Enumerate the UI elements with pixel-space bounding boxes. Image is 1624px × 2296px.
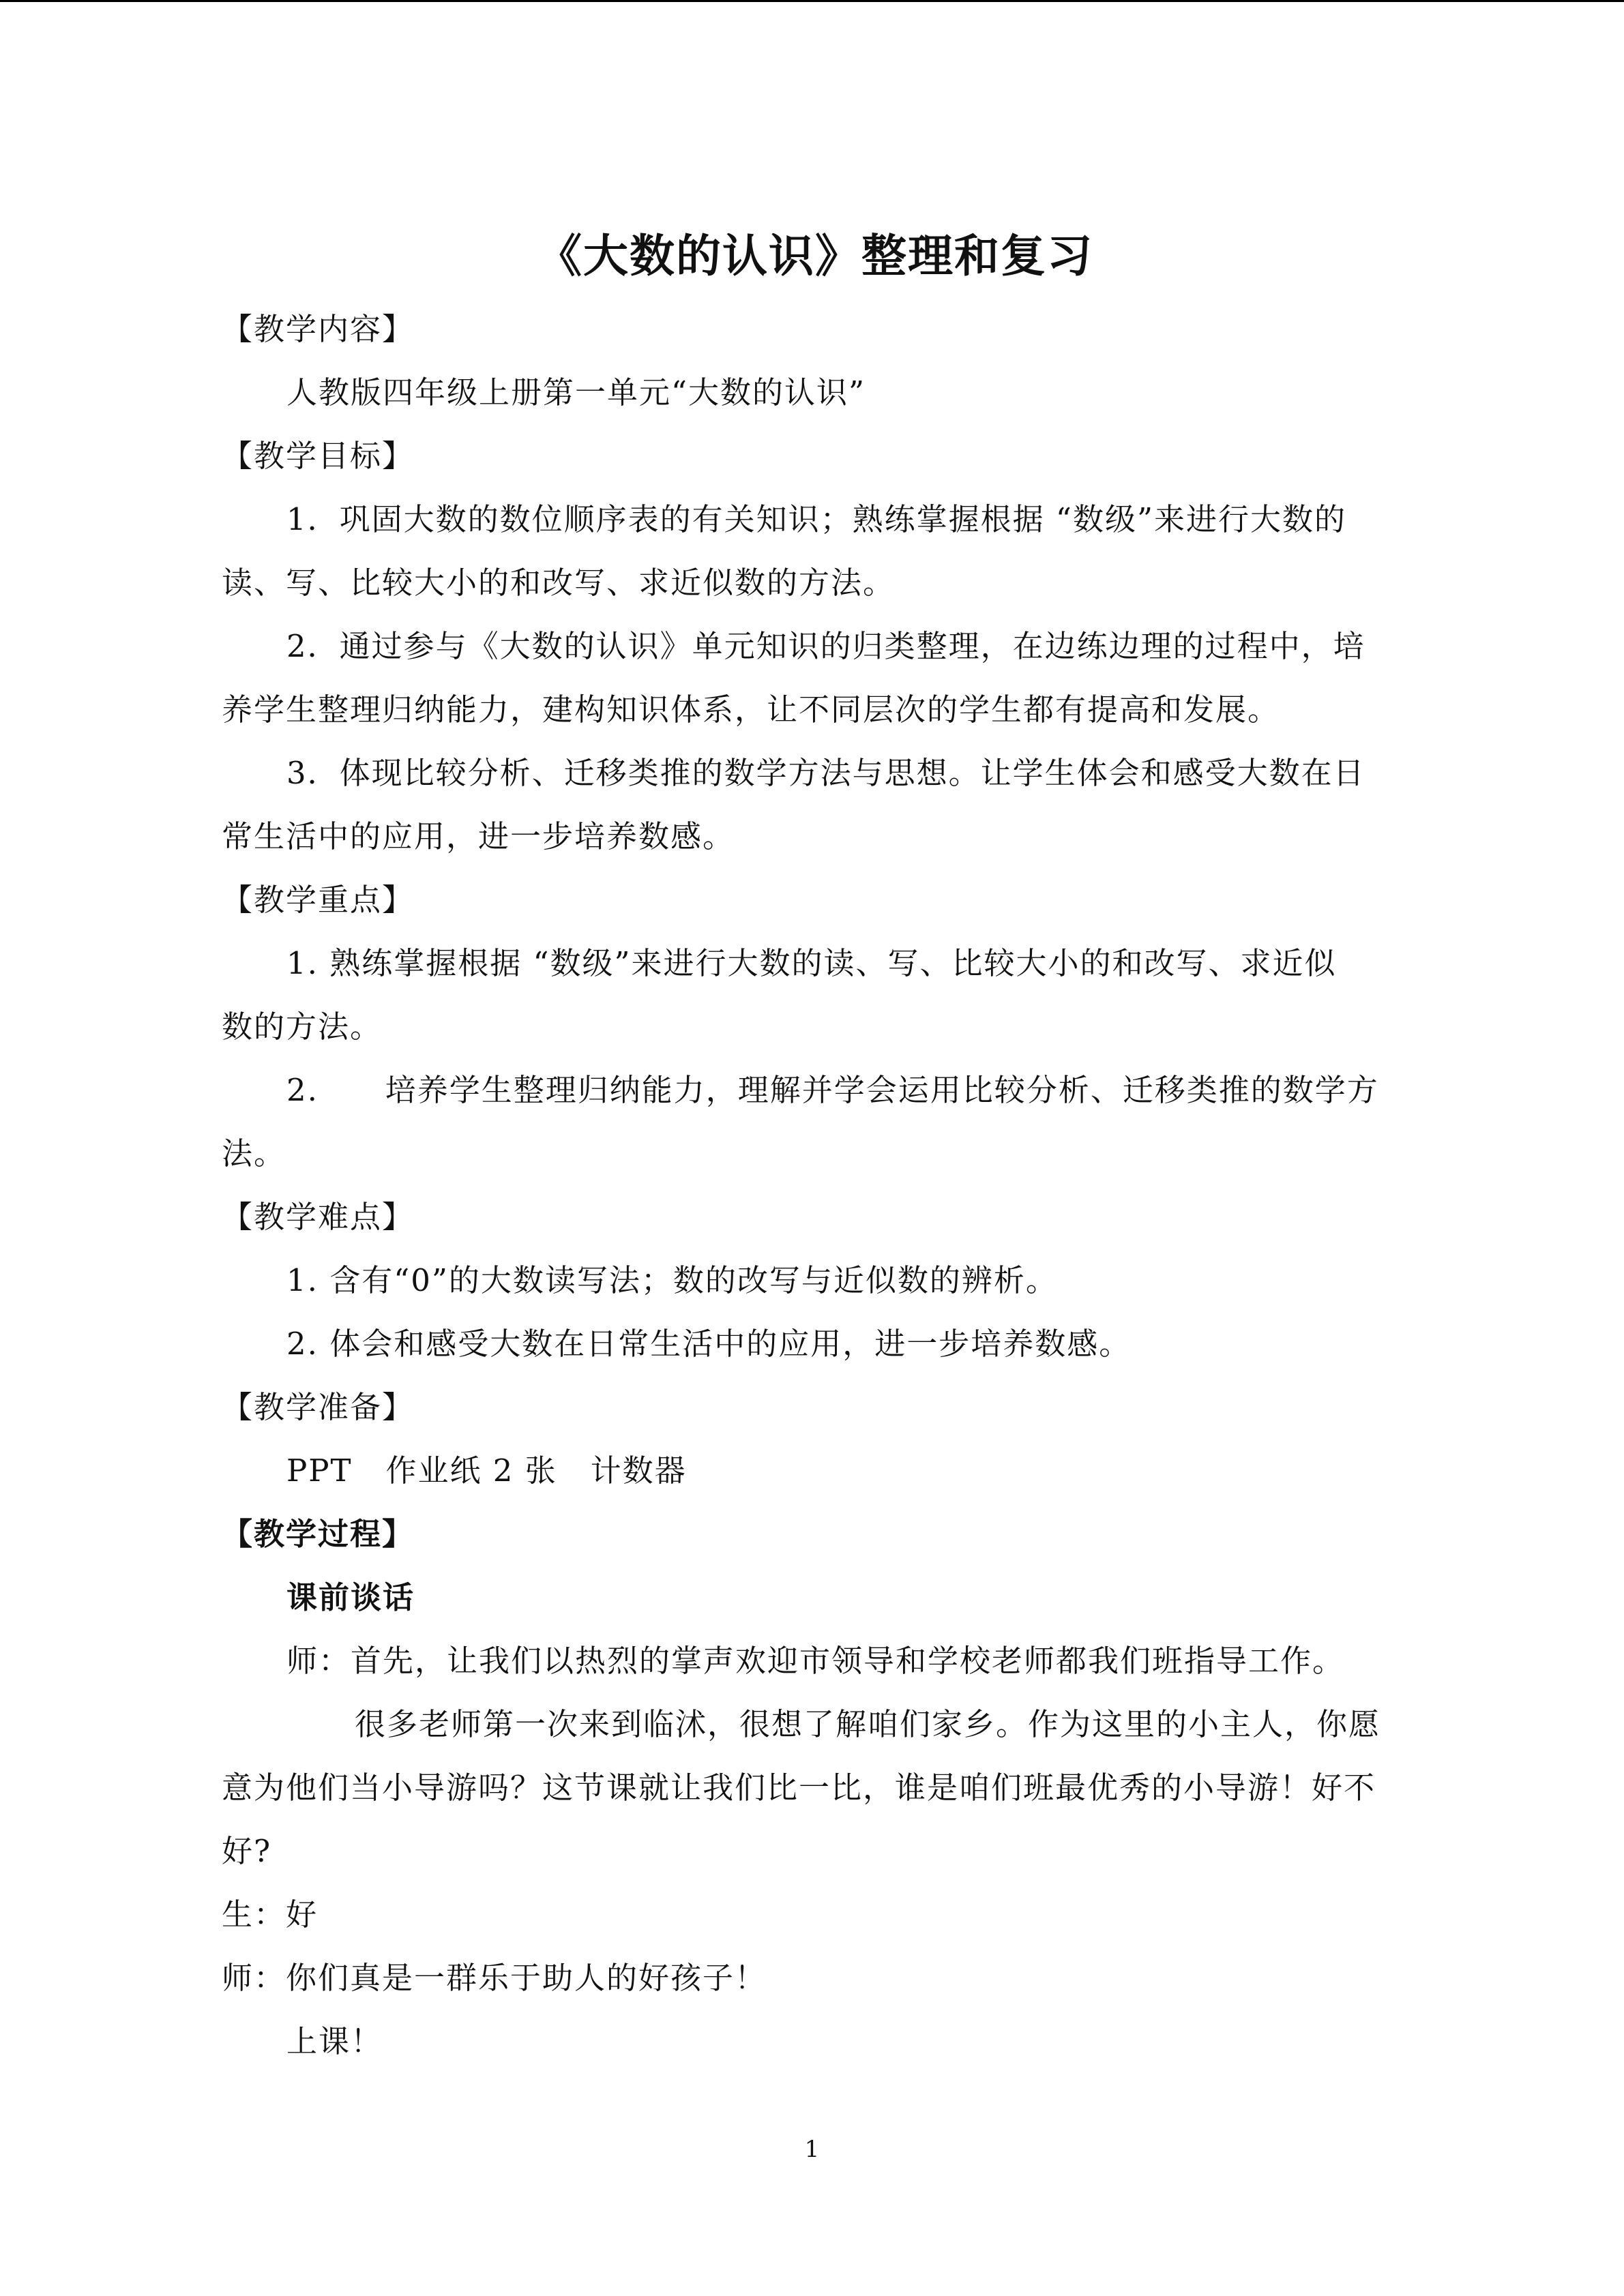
teacher-line-3: 师：你们真是一群乐于助人的好孩子！ bbox=[222, 1960, 767, 1996]
key-1-line-1: 1. 熟练掌握根据 “数级”来进行大数的读、写、比较大小的和改写、求近似 bbox=[286, 945, 1337, 981]
document-body bbox=[222, 225, 1408, 2073]
goal-1-line-1: 1．巩固大数的数位顺序表的有关知识；熟练掌握根据 “数级”来进行大数的 bbox=[286, 501, 1346, 537]
goal-2-line-1: 2．通过参与《大数的认识》单元知识的归类整理，在边练边理的过程中，培 bbox=[286, 628, 1365, 664]
goal-1-line-2: 读、写、比较大小的和改写、求近似数的方法。 bbox=[222, 565, 896, 601]
content-text: 人教版四年级上册第一单元“大数的认识” bbox=[286, 374, 866, 411]
page-top-border bbox=[0, 0, 1624, 2]
section-heading-key-points: 【教学重点】 bbox=[222, 882, 415, 918]
goal-3-line-1: 3．体现比较分析、迁移类推的数学方法与思想。让学生体会和感受大数在日 bbox=[286, 755, 1365, 791]
key-1-line-2: 数的方法。 bbox=[222, 1009, 383, 1045]
teacher-line-2a: 很多老师第一次来到临沭，很想了解咱们家乡。作为这里的小主人，你愿 bbox=[355, 1706, 1381, 1742]
difficulty-1: 1. 含有“0”的大数读写法；数的改写与近似数的辨析。 bbox=[286, 1262, 1058, 1298]
section-heading-difficulties: 【教学难点】 bbox=[222, 1199, 415, 1235]
preparation-text: PPT 作业纸 2 张 计数器 bbox=[286, 1452, 687, 1489]
pre-class-talk-heading: 课前谈话 bbox=[286, 1579, 415, 1615]
section-heading-goals: 【教学目标】 bbox=[222, 438, 415, 474]
section-heading-process: 【教学过程】 bbox=[222, 1516, 415, 1552]
difficulty-2: 2. 体会和感受大数在日常生活中的应用，进一步培养数感。 bbox=[286, 1326, 1132, 1362]
key-2-line-2: 法。 bbox=[222, 1135, 286, 1172]
student-line-1: 生：好 bbox=[222, 1896, 319, 1933]
teacher-line-4: 上课！ bbox=[286, 2023, 383, 2059]
document-title: 《大数的认识》整理和复习 bbox=[537, 230, 1093, 282]
section-heading-preparation: 【教学准备】 bbox=[222, 1389, 415, 1425]
teacher-line-2b: 意为他们当小导游吗？这节课就让我们比一比，谁是咱们班最优秀的小导游！好不 bbox=[222, 1770, 1376, 1806]
goal-3-line-2: 常生活中的应用，进一步培养数感。 bbox=[222, 818, 735, 854]
goal-2-line-2: 养学生整理归纳能力，建构知识体系，让不同层次的学生都有提高和发展。 bbox=[222, 691, 1280, 728]
teacher-line-2c: 好? bbox=[222, 1833, 272, 1869]
teacher-line-1: 师：首先，让我们以热烈的掌声欢迎市领导和学校老师都我们班指导工作。 bbox=[286, 1643, 1345, 1679]
page-number: 1 bbox=[804, 2136, 820, 2163]
key-2-line-1: 2. 培养学生整理归纳能力，理解并学会运用比较分析、迁移类推的数学方 bbox=[286, 1072, 1379, 1108]
section-heading-content: 【教学内容】 bbox=[222, 311, 415, 347]
